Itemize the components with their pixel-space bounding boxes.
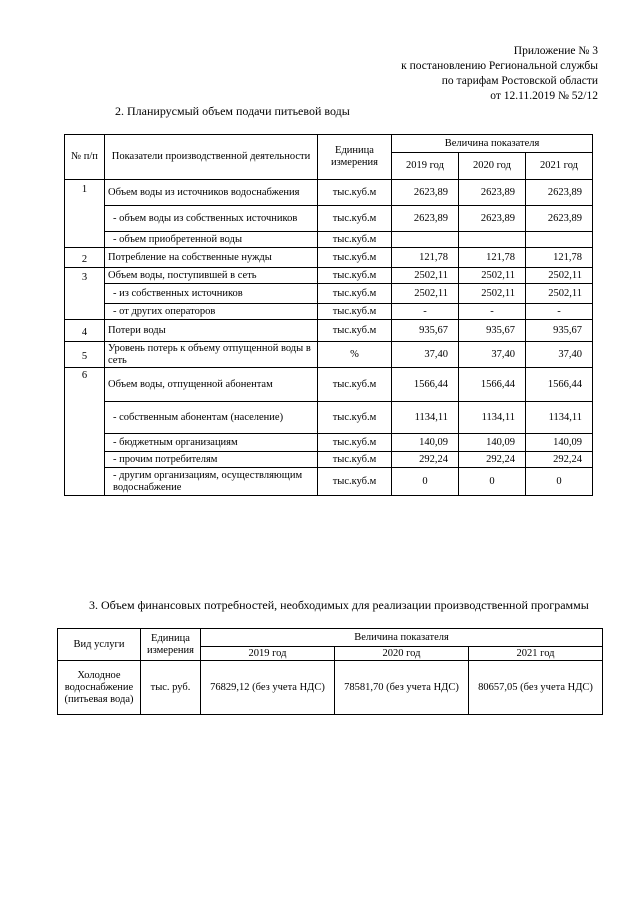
unit-cell: тыс.куб.м bbox=[318, 452, 392, 468]
header-year: 2021 год bbox=[469, 647, 603, 661]
value-cell: 37,40 bbox=[526, 342, 593, 368]
value-cell: 1134,11 bbox=[392, 402, 459, 434]
header-indicator: Показатели производственной деятельности bbox=[105, 135, 318, 180]
table-row bbox=[65, 434, 593, 452]
value-cell: 292,24 bbox=[526, 452, 593, 468]
header-year: 2021 год bbox=[526, 153, 593, 180]
indicator-name: - от других операторов bbox=[105, 304, 318, 320]
value-cell: - bbox=[459, 304, 526, 320]
indicator-name: - из собственных источников bbox=[105, 284, 318, 304]
header-unit: Единица измерения bbox=[318, 135, 392, 180]
table-row bbox=[65, 180, 593, 206]
unit-cell: тыс.куб.м bbox=[318, 268, 392, 284]
value-cell: 1134,11 bbox=[526, 402, 593, 434]
row-number: 3 bbox=[65, 268, 105, 320]
value-cell: 37,40 bbox=[459, 342, 526, 368]
header-value: Величина показателя bbox=[201, 629, 603, 647]
value-cell: 292,24 bbox=[392, 452, 459, 468]
table-row bbox=[65, 368, 593, 402]
table-row bbox=[65, 402, 593, 434]
value-cell: 1566,44 bbox=[526, 368, 593, 402]
value-2019: 76829,12 (без учета НДС) bbox=[201, 661, 335, 715]
value-cell bbox=[459, 232, 526, 248]
value-cell: 2623,89 bbox=[392, 180, 459, 206]
header-value: Величина показателя bbox=[392, 135, 593, 153]
resolution-line: к постановлению Региональной службы bbox=[401, 60, 598, 72]
indicator-name: - прочим потребителям bbox=[105, 452, 318, 468]
header-year: 2019 год bbox=[201, 647, 335, 661]
value-cell: - bbox=[526, 304, 593, 320]
value-cell: 2623,89 bbox=[459, 180, 526, 206]
table-row bbox=[65, 248, 593, 268]
table-row bbox=[65, 342, 593, 368]
unit-cell: тыс.куб.м bbox=[318, 232, 392, 248]
header-year: 2020 год bbox=[459, 153, 526, 180]
value-cell: 2623,89 bbox=[392, 206, 459, 232]
unit-cell: тыс.куб.м bbox=[318, 206, 392, 232]
row-number: 2 bbox=[65, 248, 105, 268]
indicator-name: - собственным абонентам (население) bbox=[105, 402, 318, 434]
value-cell: 140,09 bbox=[526, 434, 593, 452]
table-row bbox=[65, 232, 593, 248]
indicator-name: Уровень потерь к объему отпущенной воды в сеть bbox=[105, 342, 318, 368]
header-year: 2019 год bbox=[392, 153, 459, 180]
value-cell: 2502,11 bbox=[459, 284, 526, 304]
value-cell: 121,78 bbox=[392, 248, 459, 268]
water-volume-table bbox=[64, 134, 593, 496]
table-row bbox=[65, 206, 593, 232]
value-cell: 140,09 bbox=[392, 434, 459, 452]
date-number-line: от 12.11.2019 № 52/12 bbox=[490, 90, 598, 102]
unit-cell: тыс.куб.м bbox=[318, 368, 392, 402]
row-number: 6 bbox=[65, 368, 105, 496]
table-row bbox=[65, 320, 593, 342]
table-row bbox=[65, 268, 593, 284]
value-cell: 1134,11 bbox=[459, 402, 526, 434]
unit-cell: тыс.куб.м bbox=[318, 320, 392, 342]
value-cell: 292,24 bbox=[459, 452, 526, 468]
indicator-name: Потребление на собственные нужды bbox=[105, 248, 318, 268]
table-row bbox=[65, 452, 593, 468]
row-number: 4 bbox=[65, 320, 105, 342]
document-header bbox=[401, 44, 598, 104]
value-cell: 121,78 bbox=[459, 248, 526, 268]
header-service: Вид услуги bbox=[58, 629, 141, 661]
value-cell: 0 bbox=[459, 468, 526, 496]
row-number: 5 bbox=[65, 342, 105, 368]
value-2021: 80657,05 (без учета НДС) bbox=[469, 661, 603, 715]
unit-cell: тыс.куб.м bbox=[318, 402, 392, 434]
value-cell: 2623,89 bbox=[526, 180, 593, 206]
table-row bbox=[65, 304, 593, 320]
unit-cell: тыс.куб.м bbox=[318, 434, 392, 452]
unit-cell: тыс.куб.м bbox=[318, 284, 392, 304]
indicator-name: - другим организациям, осуществляющим водоснабжение bbox=[105, 468, 318, 496]
header-year: 2020 год bbox=[335, 647, 469, 661]
value-cell: 140,09 bbox=[459, 434, 526, 452]
header-unit: Единица измерения bbox=[141, 629, 201, 661]
value-cell: 2623,89 bbox=[459, 206, 526, 232]
financial-needs-table bbox=[57, 628, 603, 715]
indicator-name: Объем воды, поступившей в сеть bbox=[105, 268, 318, 284]
service-unit: тыс. руб. bbox=[141, 661, 201, 715]
appendix-title: Приложение № 3 bbox=[513, 45, 598, 57]
section-2-title: 2. Планирусмый объем подачи питьевой воды bbox=[115, 104, 350, 118]
value-cell bbox=[526, 232, 593, 248]
value-cell: 2502,11 bbox=[526, 268, 593, 284]
value-cell: 0 bbox=[526, 468, 593, 496]
unit-cell: тыс.куб.м bbox=[318, 468, 392, 496]
unit-cell: % bbox=[318, 342, 392, 368]
table-row bbox=[65, 284, 593, 304]
value-cell: 2502,11 bbox=[392, 284, 459, 304]
unit-cell: тыс.куб.м bbox=[318, 180, 392, 206]
unit-cell: тыс.куб.м bbox=[318, 248, 392, 268]
value-cell: 37,40 bbox=[392, 342, 459, 368]
service-name: Холодное водоснабжение (питьевая вода) bbox=[58, 661, 141, 715]
unit-cell: тыс.куб.м bbox=[318, 304, 392, 320]
value-cell: 935,67 bbox=[526, 320, 593, 342]
value-cell: 2502,11 bbox=[459, 268, 526, 284]
value-cell: 935,67 bbox=[459, 320, 526, 342]
indicator-name: - объем воды из собственных источников bbox=[105, 206, 318, 232]
table-row bbox=[65, 468, 593, 496]
indicator-name: - бюджетным организациям bbox=[105, 434, 318, 452]
value-cell: 2502,11 bbox=[526, 284, 593, 304]
value-2020: 78581,70 (без учета НДС) bbox=[335, 661, 469, 715]
indicator-name: Объем воды из источников водоснабжения bbox=[105, 180, 318, 206]
value-cell: 1566,44 bbox=[392, 368, 459, 402]
value-cell: - bbox=[392, 304, 459, 320]
value-cell: 0 bbox=[392, 468, 459, 496]
value-cell: 2502,11 bbox=[392, 268, 459, 284]
section-3-title: 3. Объем финансовых потребностей, необходимых для реализации производственной программы bbox=[89, 598, 589, 612]
indicator-name: Потери воды bbox=[105, 320, 318, 342]
authority-line: по тарифам Ростовской области bbox=[441, 75, 598, 87]
row-number: 1 bbox=[65, 180, 105, 248]
value-cell: 935,67 bbox=[392, 320, 459, 342]
value-cell: 1566,44 bbox=[459, 368, 526, 402]
value-cell bbox=[392, 232, 459, 248]
header-number: № п/п bbox=[65, 135, 105, 180]
value-cell: 121,78 bbox=[526, 248, 593, 268]
indicator-name: - объем приобретенной воды bbox=[105, 232, 318, 248]
value-cell: 2623,89 bbox=[526, 206, 593, 232]
indicator-name: Объем воды, отпущенной абонентам bbox=[105, 368, 318, 402]
